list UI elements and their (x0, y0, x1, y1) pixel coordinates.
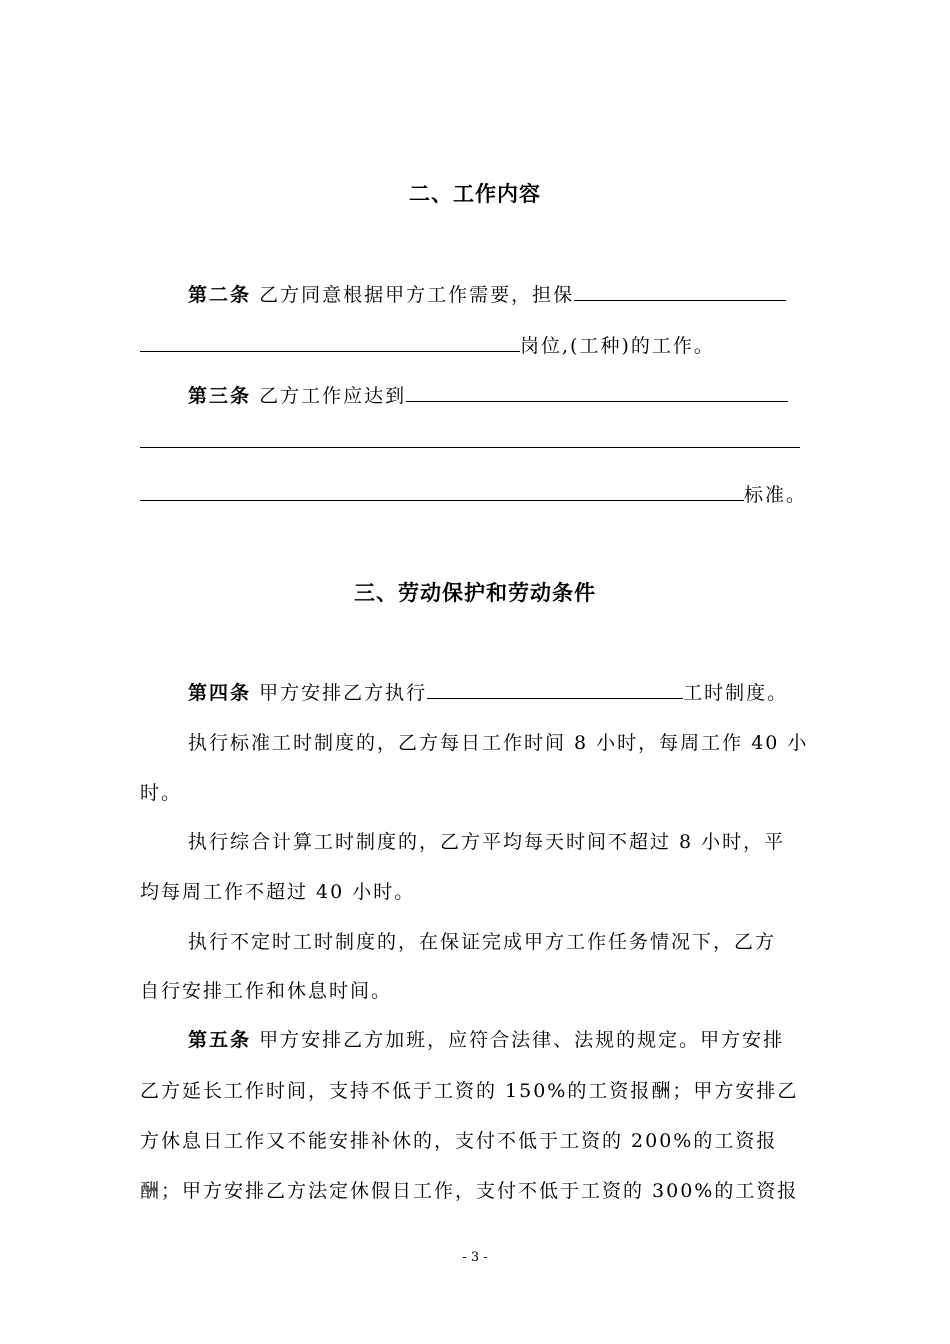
article-4-label: 第四条 (188, 682, 252, 704)
standard-hours-line-1: 执行标准工时制度的，乙方每日工作时间 8 小时，每周工作 40 小 (188, 732, 809, 754)
article-5-text-1: 甲方安排乙方加班，应符合法律、法规的规定。甲方安排 (259, 1029, 785, 1051)
article-2-line-2 (140, 331, 715, 358)
article-2-line-1 (188, 280, 786, 307)
article-5-line-1 (188, 1025, 784, 1052)
article-2-tail: 岗位,(工种)的工作。 (520, 335, 715, 357)
article-3-line-3 (140, 480, 807, 507)
article-5-label: 第五条 (188, 1029, 252, 1051)
article-3-line-1 (188, 381, 788, 408)
blank-field[interactable] (574, 282, 786, 301)
article-3-line-2 (140, 429, 800, 453)
comprehensive-hours-line-1: 执行综合计算工时制度的，乙方平均每天时间不超过 8 小时，平 (188, 831, 786, 853)
section-heading-work-content: 二、工作内容 (409, 181, 541, 206)
article-5-line-3: 方休息日工作又不能安排补休的，支付不低于工资的 200%的工资报 (140, 1130, 778, 1152)
blank-field[interactable] (406, 383, 788, 402)
blank-field[interactable] (427, 680, 683, 699)
article-4-text: 甲方安排乙方执行 (259, 682, 428, 704)
standard-hours-line-2: 时。 (140, 782, 183, 804)
article-4-tail: 工时制度。 (683, 682, 789, 704)
article-5-line-2: 乙方延长工作时间，支持不低于工资的 150%的工资报酬；甲方安排乙 (140, 1080, 799, 1102)
comprehensive-hours-line-2: 均每周工作不超过 40 小时。 (140, 881, 416, 903)
blank-field[interactable] (140, 429, 800, 448)
article-5-line-4: 酬；甲方安排乙方法定休假日工作，支付不低于工资的 300%的工资报 (140, 1180, 799, 1202)
flexible-hours-line-1: 执行不定时工时制度的，在保证完成甲方工作任务情况下，乙方 (188, 931, 777, 953)
page-number: - 3 - (462, 1250, 488, 1265)
section-heading-labor-protection: 三、劳动保护和劳动条件 (354, 580, 596, 605)
article-3-label: 第三条 (188, 385, 252, 407)
flexible-hours-line-2: 自行安排工作和休息时间。 (140, 980, 393, 1002)
article-2-label: 第二条 (188, 284, 252, 306)
blank-field[interactable] (140, 482, 744, 501)
article-3-text: 乙方工作应达到 (259, 385, 407, 407)
blank-field[interactable] (140, 333, 520, 352)
article-2-text: 乙方同意根据甲方工作需要，担保 (259, 284, 575, 306)
article-4-line (188, 678, 788, 705)
article-3-tail: 标准。 (744, 484, 808, 506)
